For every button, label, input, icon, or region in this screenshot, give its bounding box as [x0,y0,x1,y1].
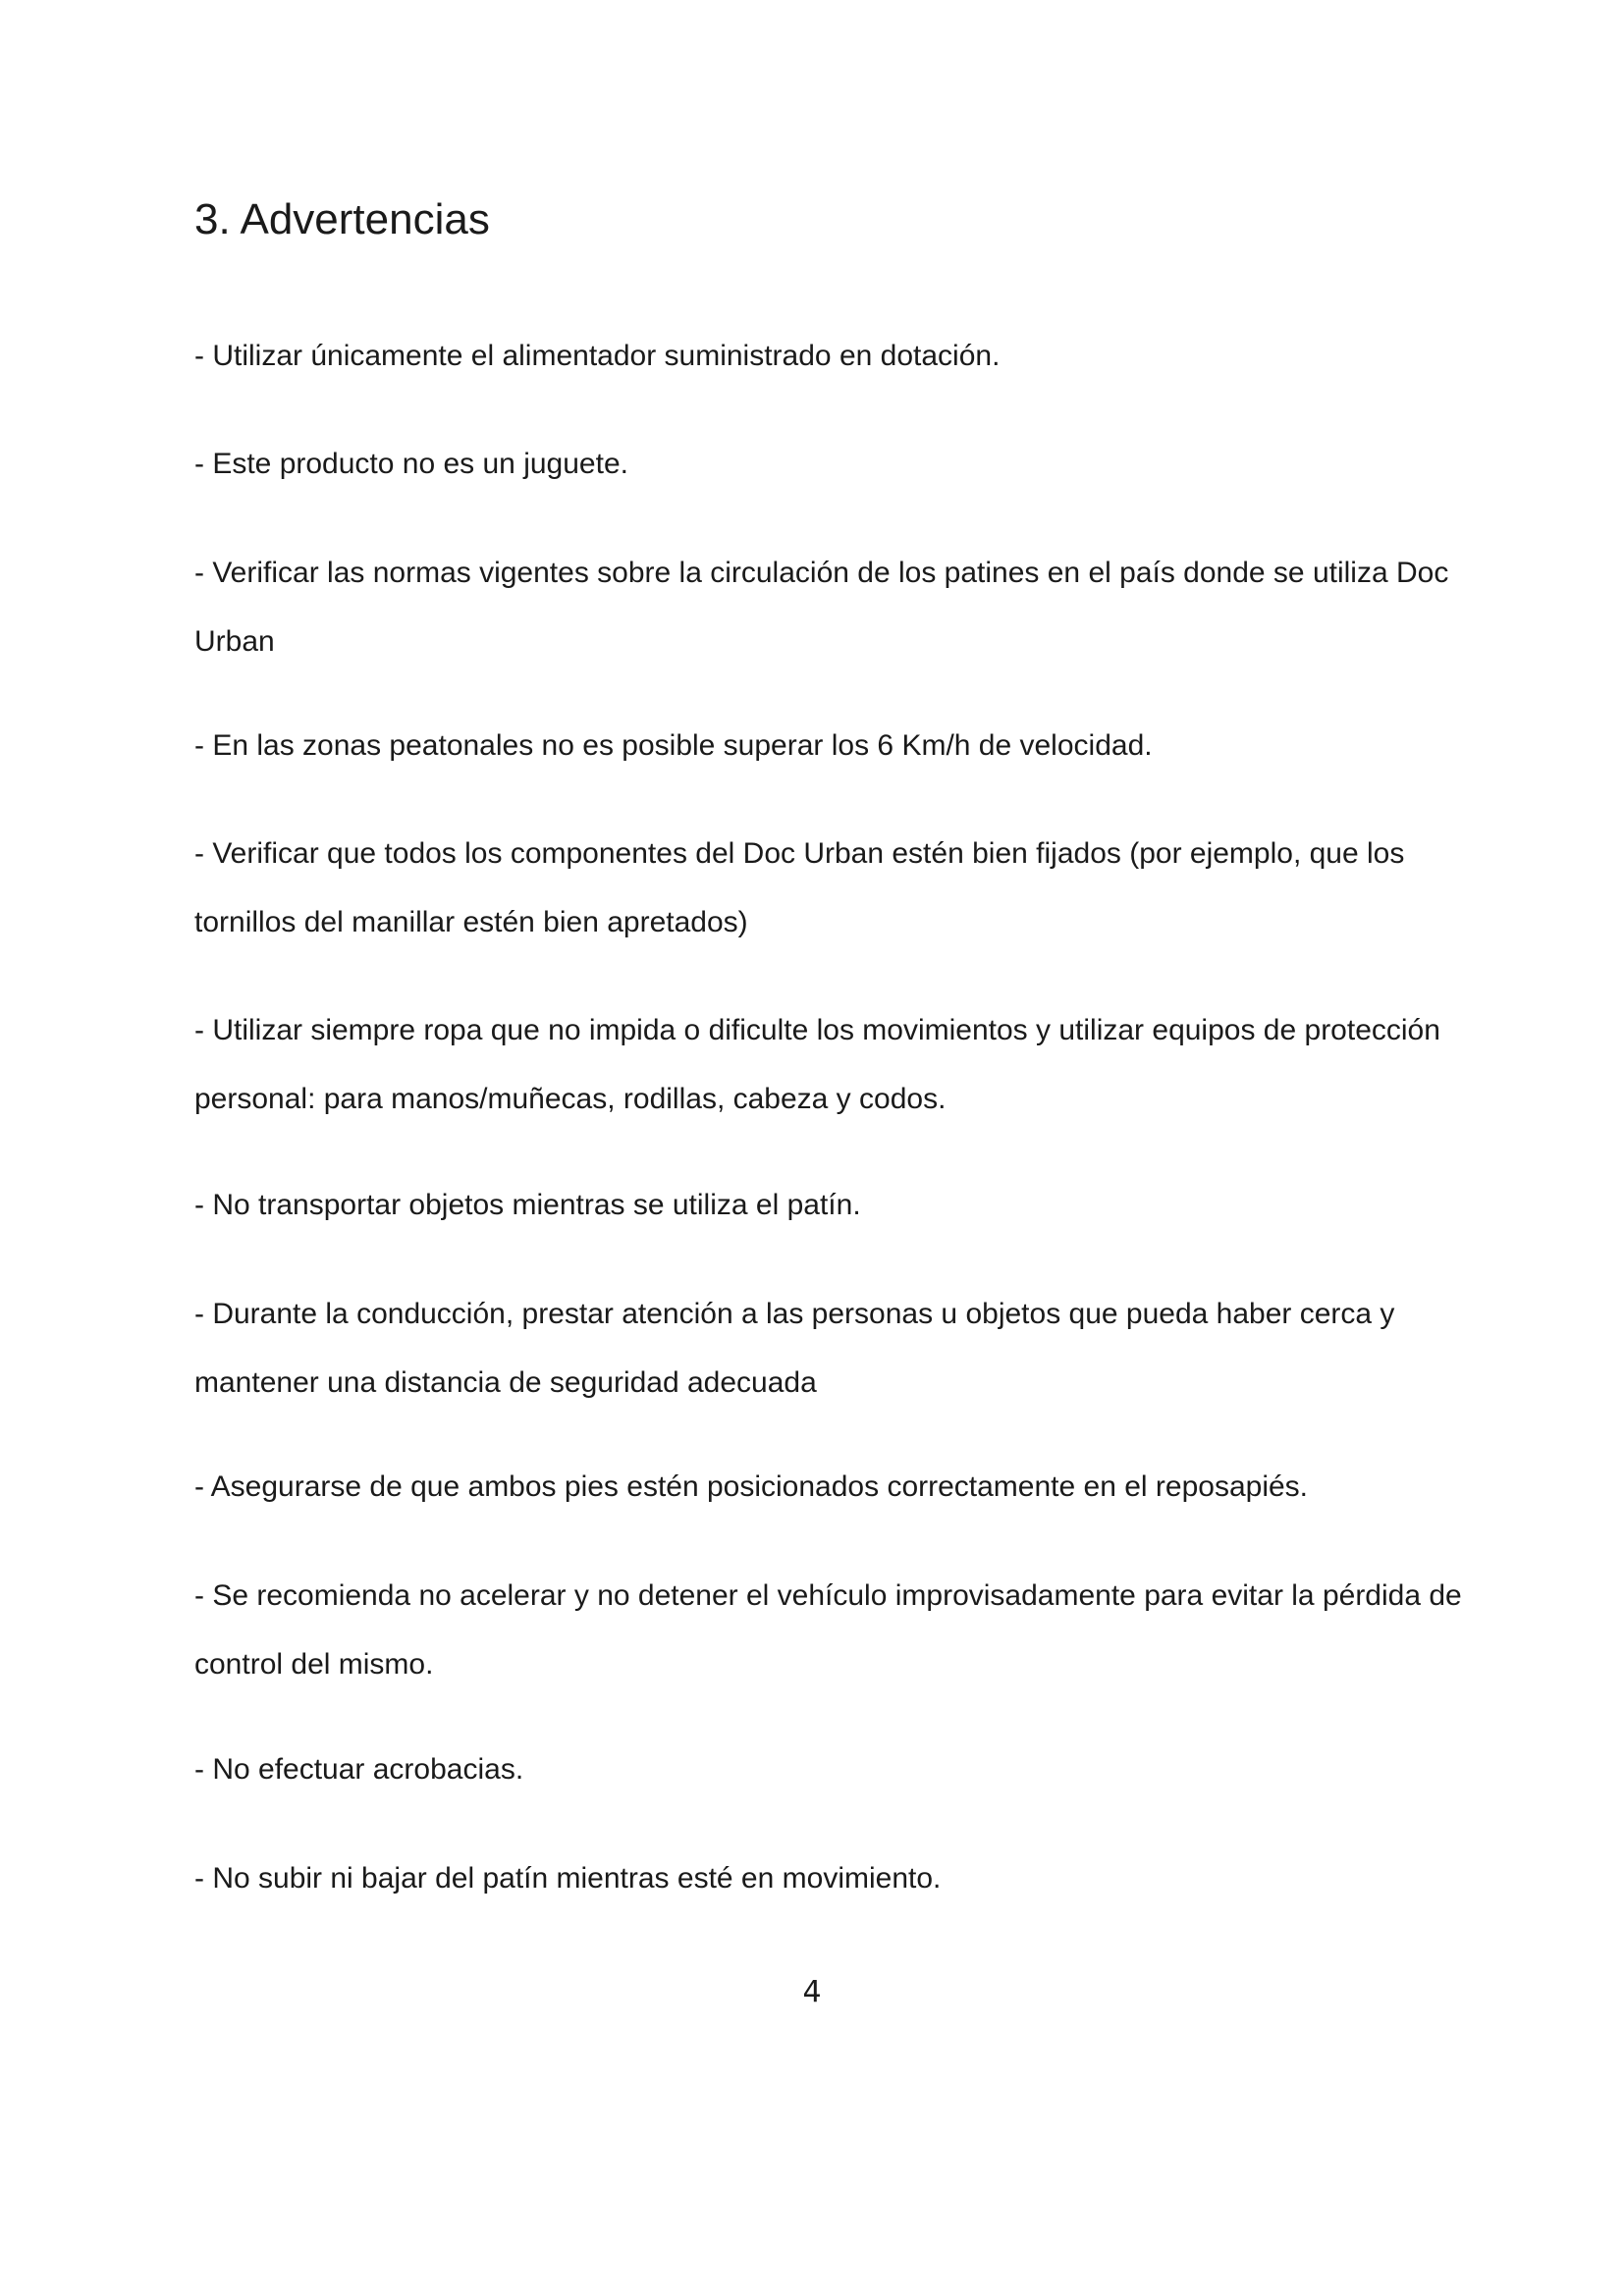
warning-item: - Durante la conducción, prestar atención a las personas u objetos que pueda haber cerca y mantener una distancia de seguridad adecuada [194,1298,1395,1399]
warning-item: - No transportar objetos mientras se utiliza el patín. [194,1189,861,1221]
warning-item: - Utilizar siempre ropa que no impida o dificulte los movimientos y utilizar equipos de protección personal: para manos/muñecas, rodillas, cabeza y codos. [194,1014,1440,1115]
warning-item: - En las zonas peatonales no es posible superar los 6 Km/h de velocidad. [194,729,1153,762]
warning-item: - Asegurarse de que ambos pies estén posicionados correctamente en el reposapiés. [194,1470,1309,1503]
page-number: 4 [802,1975,822,2009]
warning-item: - Utilizar únicamente el alimentador suministrado en dotación. [194,340,1001,372]
warning-item: - Verificar que todos los componentes del Doc Urban estén bien fijados (por ejemplo, que los tornillos del manillar estén bien apretados) [194,837,1405,938]
warning-item: - Se recomienda no acelerar y no detener el vehículo improvisadamente para evitar la pérdida de control del mismo. [194,1579,1462,1681]
warning-item: - No subir ni bajar del patín mientras esté en movimiento. [194,1862,942,1895]
section-title: 3. Advertencias [194,195,490,243]
warning-item: - Este producto no es un juguete. [194,448,628,480]
warning-item: - No efectuar acrobacias. [194,1753,524,1786]
warning-item: - Verificar las normas vigentes sobre la circulación de los patines en el país donde se utiliza Doc Urban [194,557,1449,658]
